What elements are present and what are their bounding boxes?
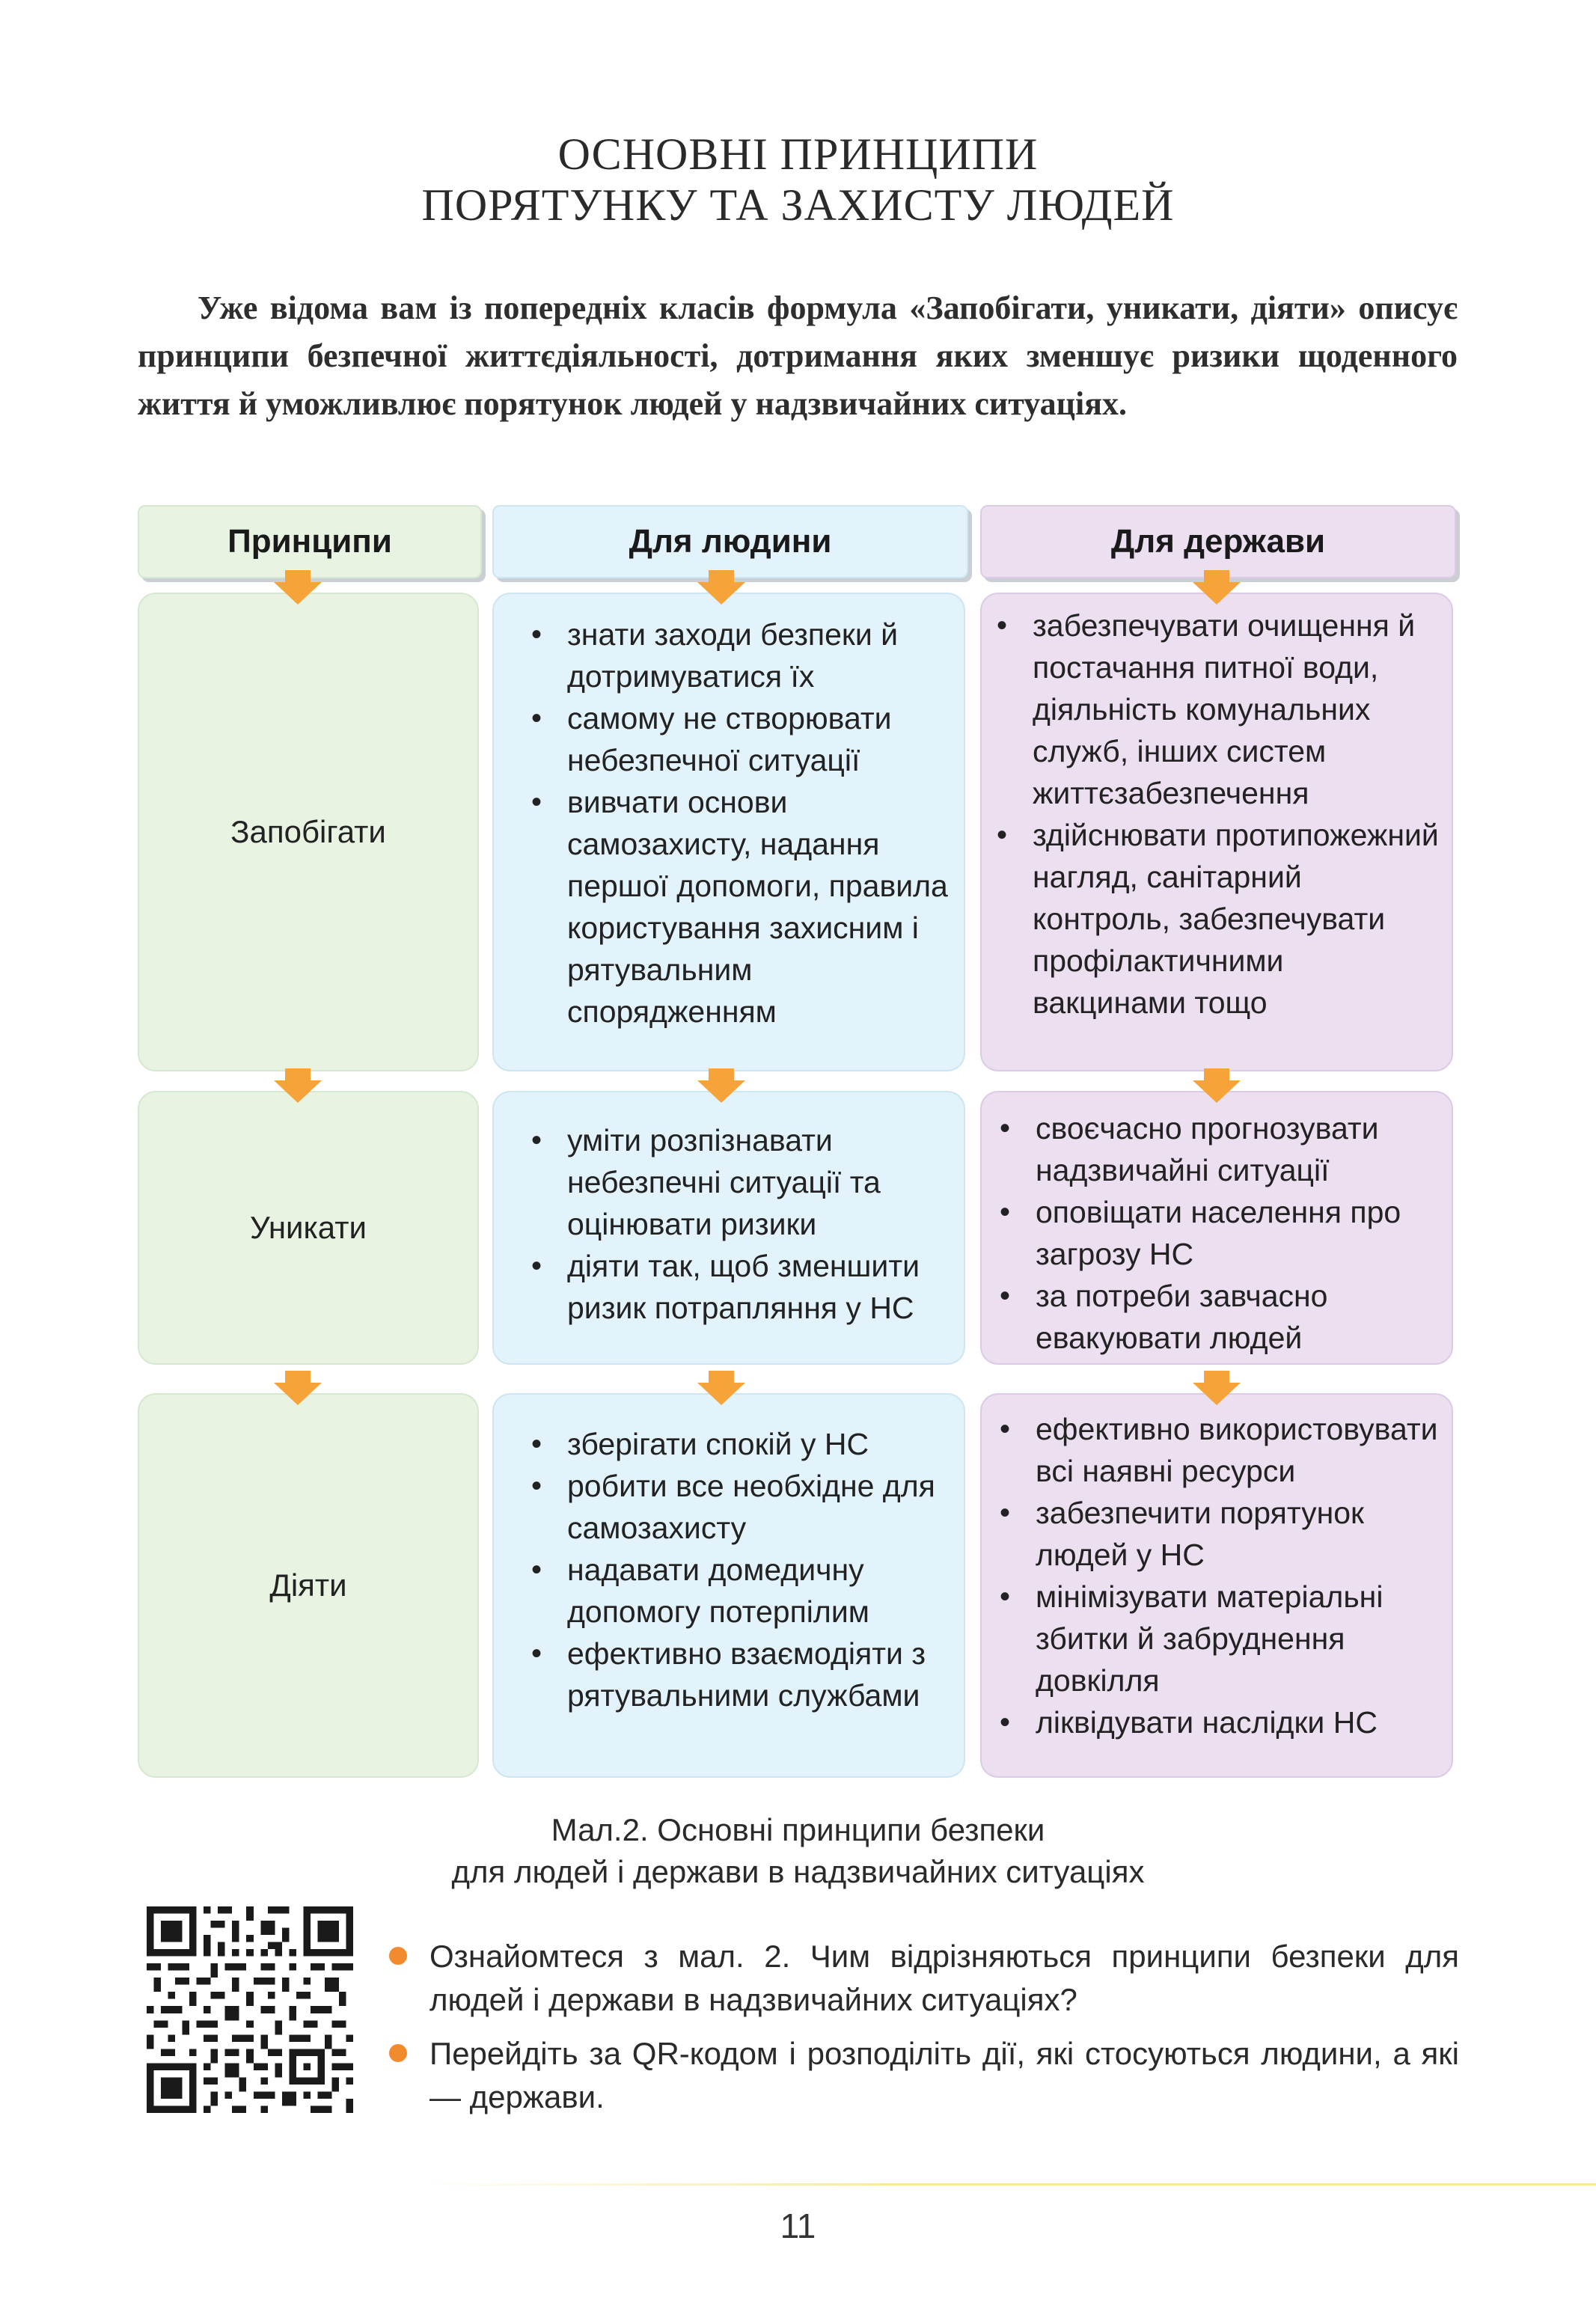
bullet-dot-icon	[389, 1947, 407, 1965]
qr-code-icon[interactable]	[147, 1906, 353, 2113]
list-item: • за потреби завчасно евакуювати людей	[992, 1275, 1440, 1359]
list-item: • забезпечити порятунок людей у НС	[992, 1492, 1440, 1576]
list-item: • оповіщати населення про загрозу НС	[992, 1191, 1440, 1275]
task-text: Ознайомтеся з мал. 2. Чим відрізняються принципи безпеки для людей і держави в надзвичайних ситуаціях?	[429, 1939, 1459, 2017]
figure-caption-line2: для людей і держави в надзвичайних ситуаціях	[451, 1854, 1145, 1889]
state-cell-act	[980, 1393, 1453, 1778]
list-item: • надавати домедичну допомогу потерпілим	[524, 1549, 952, 1633]
row-label-prevent: Запобігати	[138, 593, 479, 1071]
task-text: Перейдіть за QR-кодом і розподіліть дії, які стосуються людини, а які — держави.	[429, 2036, 1459, 2114]
bullet-dot-icon	[389, 2044, 407, 2062]
task-item	[382, 2032, 1459, 2119]
header-for-person: Для людини	[492, 505, 968, 578]
list-item: • забезпечувати очищення й постачання питної води, діяльність комунальних служб, інших систем життєзабезпечення	[989, 605, 1444, 814]
intro-paragraph: Уже відома вам із попередніх класів формула «Запобігати, уникати, діяти» описує принципи безпечної життєдіяльності, дотримання яких зменшує ризики щоденного життя й уможливлює порятунок людей у надзвичайних ситуаціях.	[138, 290, 1458, 422]
figure-caption-line1: Мал.2. Основні принципи безпеки	[551, 1812, 1045, 1847]
person-cell-prevent	[492, 593, 965, 1071]
person-cell-avoid	[492, 1091, 965, 1365]
task-list	[382, 1935, 1459, 2129]
list-item: • робити все необхідне для самозахисту	[524, 1465, 952, 1549]
page-title-line2: ПОРЯТУНКУ ТА ЗАХИСТУ ЛЮДЕЙ	[421, 180, 1175, 230]
state-cell-avoid	[980, 1091, 1453, 1365]
list-item: • зберігати спокій у НС	[524, 1423, 952, 1465]
list-item: • вивчати основи самозахисту, надання першої допомоги, правила користування захисним і рятувальним спорядженням	[524, 781, 949, 1033]
list-item: • мінімізувати матеріальні збитки й забруднення довкілля	[992, 1576, 1440, 1701]
list-item: • самому не створювати небезпечної ситуації	[524, 697, 949, 781]
list-item: • знати заходи безпеки й дотримуватися їх	[524, 614, 949, 697]
state-cell-prevent	[980, 593, 1453, 1071]
task-item	[382, 1935, 1459, 2022]
footer-divider	[419, 2183, 1596, 2186]
page-number: 11	[780, 2206, 816, 2245]
header-for-state: Для держави	[980, 505, 1456, 578]
list-item: • діяти так, щоб зменшити ризик потрапляння у НС	[524, 1245, 952, 1329]
row-label-act: Діяти	[138, 1393, 479, 1778]
header-principles: Принципи	[138, 505, 482, 578]
list-item: • уміти розпізнавати небезпечні ситуації та оцінювати ризики	[524, 1119, 952, 1245]
page-title-line1: ОСНОВНІ ПРИНЦИПИ	[557, 129, 1039, 179]
list-item: • своєчасно прогнозувати надзвичайні ситуації	[992, 1107, 1440, 1191]
row-label-avoid: Уникати	[138, 1091, 479, 1365]
list-item: • ефективно взаємодіяти з рятувальними службами	[524, 1633, 952, 1716]
person-cell-act	[492, 1393, 965, 1778]
list-item: • ліквідувати наслідки НС	[992, 1701, 1440, 1743]
list-item: • здійснювати протипожежний нагляд, санітарний контроль, забезпечувати профілактичними вакцинами тощо	[989, 814, 1444, 1024]
list-item: • ефективно використовувати всі наявні ресурси	[992, 1408, 1440, 1492]
